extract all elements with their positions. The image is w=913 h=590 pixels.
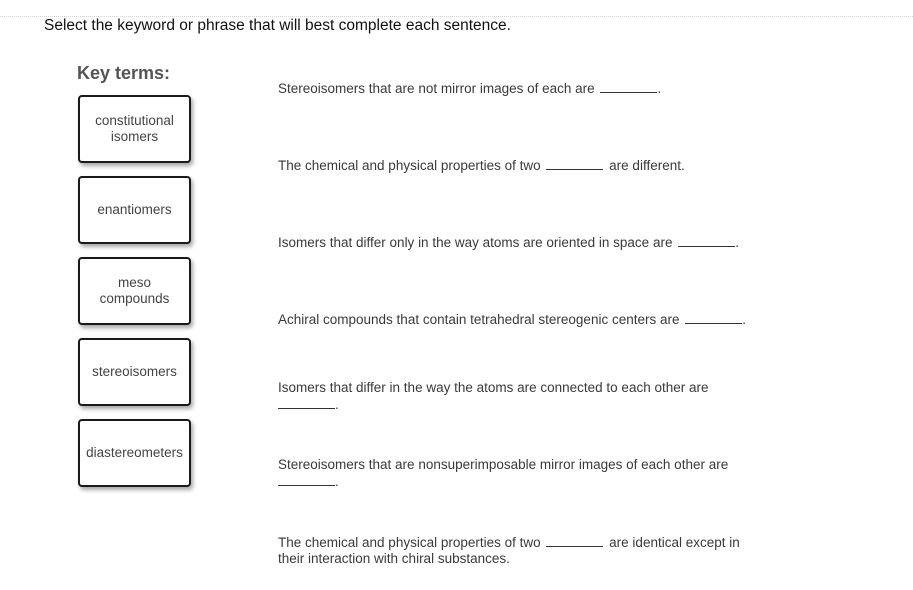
term-label: stereoisomers [92,364,177,379]
term-label: enantiomers [97,202,172,217]
sentence-ending: . [657,81,662,96]
term-diastereometers[interactable] [78,419,191,487]
answer-blank[interactable] [546,534,603,547]
sentence-ending: . [335,397,339,412]
answer-blank[interactable] [600,80,657,93]
sentence-5 [278,380,748,413]
answer-blank[interactable] [278,473,335,486]
sentence-4 [278,311,798,328]
term-constitutional-isomers[interactable] [78,95,191,163]
sentence-1 [278,80,798,97]
answer-blank[interactable] [678,234,735,247]
sentence-text: The chemical and physical properties of two [278,535,541,550]
term-label: diastereometers [86,445,183,460]
sentence-text: Achiral compounds that contain tetrahedral stereogenic centers are [278,312,680,327]
sentence-text: Stereoisomers that are not mirror images of each are [278,81,595,96]
sentence-text: Isomers that differ only in the way atoms are oriented in space are [278,235,673,250]
sentence-ending: . [335,474,339,489]
term-stereoisomers[interactable] [78,338,191,406]
term-label: meso compounds [99,275,170,306]
sentence-text: The chemical and physical properties of two [278,158,541,173]
sentence-text: Stereoisomers that are nonsuperimposable mirror images of each other are [278,457,729,472]
answer-blank[interactable] [278,396,335,409]
sentence-2 [278,157,798,174]
answer-blank[interactable] [685,311,742,324]
sentence-ending: . [742,312,747,327]
sentence-3 [278,234,798,251]
term-enantiomers[interactable] [78,176,191,244]
sentence-7 [278,534,768,567]
key-terms-heading: Key terms: [77,63,171,83]
sentence-text: Isomers that differ in the way the atoms are connected to each other are [278,380,709,395]
sentence-ending: are different. [609,158,685,173]
answer-blank[interactable] [546,157,603,170]
sentence-ending: . [735,235,739,250]
sentence-6 [278,457,768,490]
sentence-ending: are identical except in their interaction with chiral substances. [278,535,740,566]
term-meso-compounds[interactable] [78,257,191,325]
term-label: constitutional isomers [95,113,174,144]
instruction-text: Select the keyword or phrase that will best complete each sentence. [44,17,511,34]
